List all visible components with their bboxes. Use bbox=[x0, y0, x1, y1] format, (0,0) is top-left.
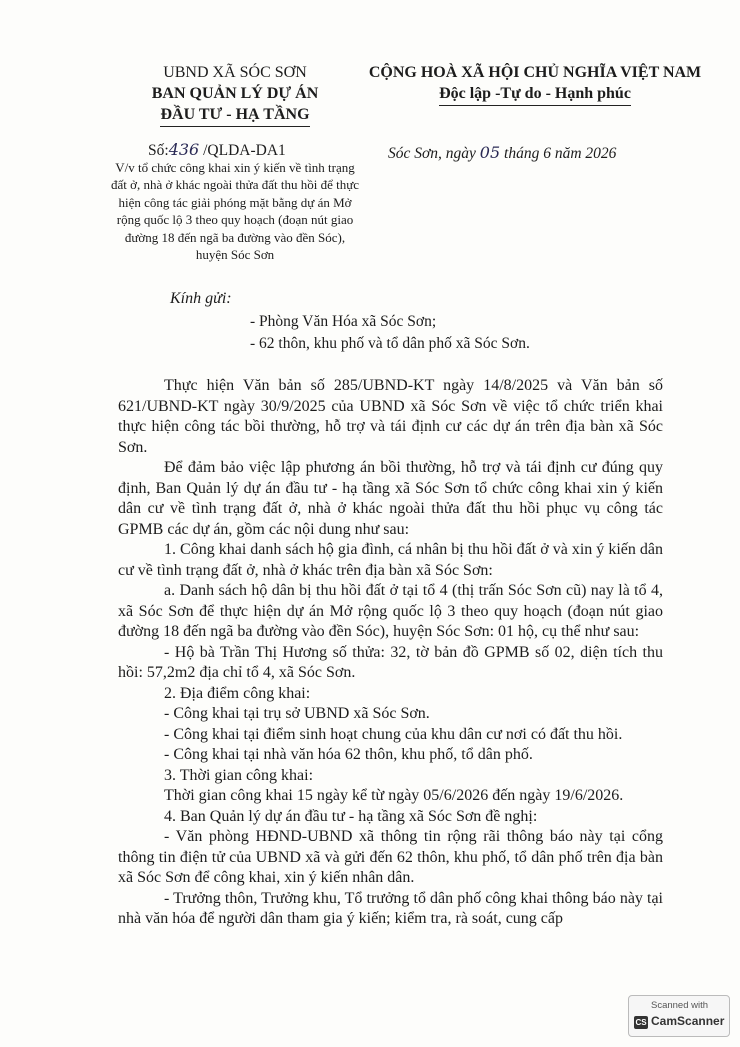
body-paragraph: - Hộ bà Trần Thị Hương số thửa: 32, tờ bản đồ GPMB số 02, diện tích thu hồi: 57,2m2 địa chỉ tổ 4, xã Sóc Sơn. bbox=[118, 643, 663, 681]
doc-number-prefix: Số: bbox=[148, 142, 169, 159]
document-date bbox=[388, 143, 616, 163]
doc-number-handwritten: 436 bbox=[168, 140, 200, 159]
national-motto: Độc lập -Tự do - Hạnh phúc bbox=[439, 83, 631, 106]
watermark-line-1: Scanned with bbox=[651, 1000, 709, 1011]
document-subject: V/v tổ chức công khai xin ý kiến về tình trạng đất ở, nhà ở khác ngoài thửa đất thu hồi để thực hiện công tác giải phóng mặt bằng dự án Mở rộng quốc lộ 3 theo quy hoạch (đoạn nút giao đường 18 đến ngã ba đường vào đền Sóc), huyện Sóc Sơn bbox=[110, 160, 360, 263]
date-suffix: tháng 6 năm 2026 bbox=[504, 145, 617, 162]
camscanner-logo-icon: CS bbox=[635, 1018, 647, 1027]
org-line-1: UBND XÃ SÓC SƠN bbox=[163, 64, 307, 81]
body-paragraph: 4. Ban Quản lý dự án đầu tư - hạ tầng xã Sóc Sơn đề nghị: bbox=[164, 807, 538, 825]
national-header bbox=[340, 62, 730, 106]
recipient-item: - Phòng Văn Hóa xã Sóc Sơn; bbox=[250, 313, 437, 330]
document-number bbox=[148, 140, 286, 160]
org-line-2: BAN QUẢN LÝ DỰ ÁN bbox=[151, 85, 319, 102]
watermark-line-2: CamScanner bbox=[651, 1014, 725, 1028]
body-paragraph: - Công khai tại nhà văn hóa 62 thôn, khu phố, tổ dân phố. bbox=[164, 746, 533, 763]
body-paragraph: Để đảm bảo việc lập phương án bồi thường, hỗ trợ và tái định cư đúng quy định, Ban Quản lý dự án đầu tư - hạ tầng xã Sóc Sơn tổ chức công khai xin ý kiến dân cư về tình trạng đất ở, nhà ở khác ngoài thửa đất thu hồi phục vụ công tác GPMB các dự án, gồm các nội dung như sau: bbox=[118, 459, 663, 538]
date-prefix: Sóc Sơn, ngày bbox=[388, 145, 476, 162]
body-paragraph: Thực hiện Văn bản số 285/UBND-KT ngày 14/8/2025 và Văn bản số 621/UBND-KT ngày 30/9/2025 của UBND xã Sóc Sơn về việc tổ chức triển khai thực hiện công tác bồi thường, hỗ trợ và tái định cư các dự án trên địa bàn xã Sóc Sơn. bbox=[118, 377, 663, 456]
date-day-handwritten: 05 bbox=[479, 143, 501, 162]
org-line-3: ĐẦU TƯ - HẠ TẦNG bbox=[160, 104, 309, 127]
recipients-label: Kính gửi: bbox=[170, 290, 232, 307]
nation-name: CỘNG HOÀ XÃ HỘI CHỦ NGHĨA VIỆT NAM bbox=[368, 64, 702, 81]
body-paragraph: Thời gian công khai 15 ngày kể từ ngày 05/6/2026 đến ngày 19/6/2026. bbox=[164, 787, 624, 804]
recipient-item: - 62 thôn, khu phố và tổ dân phố xã Sóc Sơn. bbox=[250, 335, 530, 352]
body-paragraph: a. Danh sách hộ dân bị thu hồi đất ở tại tổ 4 (thị trấn Sóc Sơn cũ) nay là tổ 4, xã Sóc Sơn để thực hiện dự án Mở rộng quốc lộ 3 theo quy hoạch (đoạn nút giao đường 18 đến ngã ba đường vào đền Sóc), huyện Sóc Sơn: 01 hộ, cụ thể như sau: bbox=[118, 582, 663, 640]
body-paragraph: - Công khai tại trụ sở UBND xã Sóc Sơn. bbox=[164, 705, 430, 722]
body-paragraph: 1. Công khai danh sách hộ gia đình, cá nhân bị thu hồi đất ở và xin ý kiến dân cư về tình trạng đất ở, nhà ở khác trên địa bàn xã Sóc Sơn: bbox=[118, 541, 663, 579]
issuing-organization bbox=[110, 62, 360, 127]
document-body bbox=[118, 376, 663, 930]
body-paragraph: 2. Địa điểm công khai: bbox=[164, 684, 311, 702]
body-paragraph: 3. Thời gian công khai: bbox=[164, 766, 314, 784]
camscanner-watermark bbox=[628, 995, 730, 1037]
body-paragraph: - Trưởng thôn, Trưởng khu, Tổ trưởng tổ dân phố công khai thông báo này tại nhà văn hóa để người dân tham gia ý kiến; kiểm tra, rà soát, cung cấp bbox=[118, 889, 663, 927]
body-paragraph: - Văn phòng HĐND-UBND xã thông tin rộng rãi thông báo này tại cổng thông tin điện tử của UBND xã và gửi đến 62 thôn, khu phố, tổ dân phố trên địa bàn xã Sóc Sơn để công khai, xin ý kiến nhân dân. bbox=[118, 828, 663, 886]
body-paragraph: - Công khai tại điểm sinh hoạt chung của khu dân cư nơi có đất thu hồi. bbox=[164, 725, 623, 743]
doc-number-suffix: /QLDA-DA1 bbox=[203, 142, 286, 159]
